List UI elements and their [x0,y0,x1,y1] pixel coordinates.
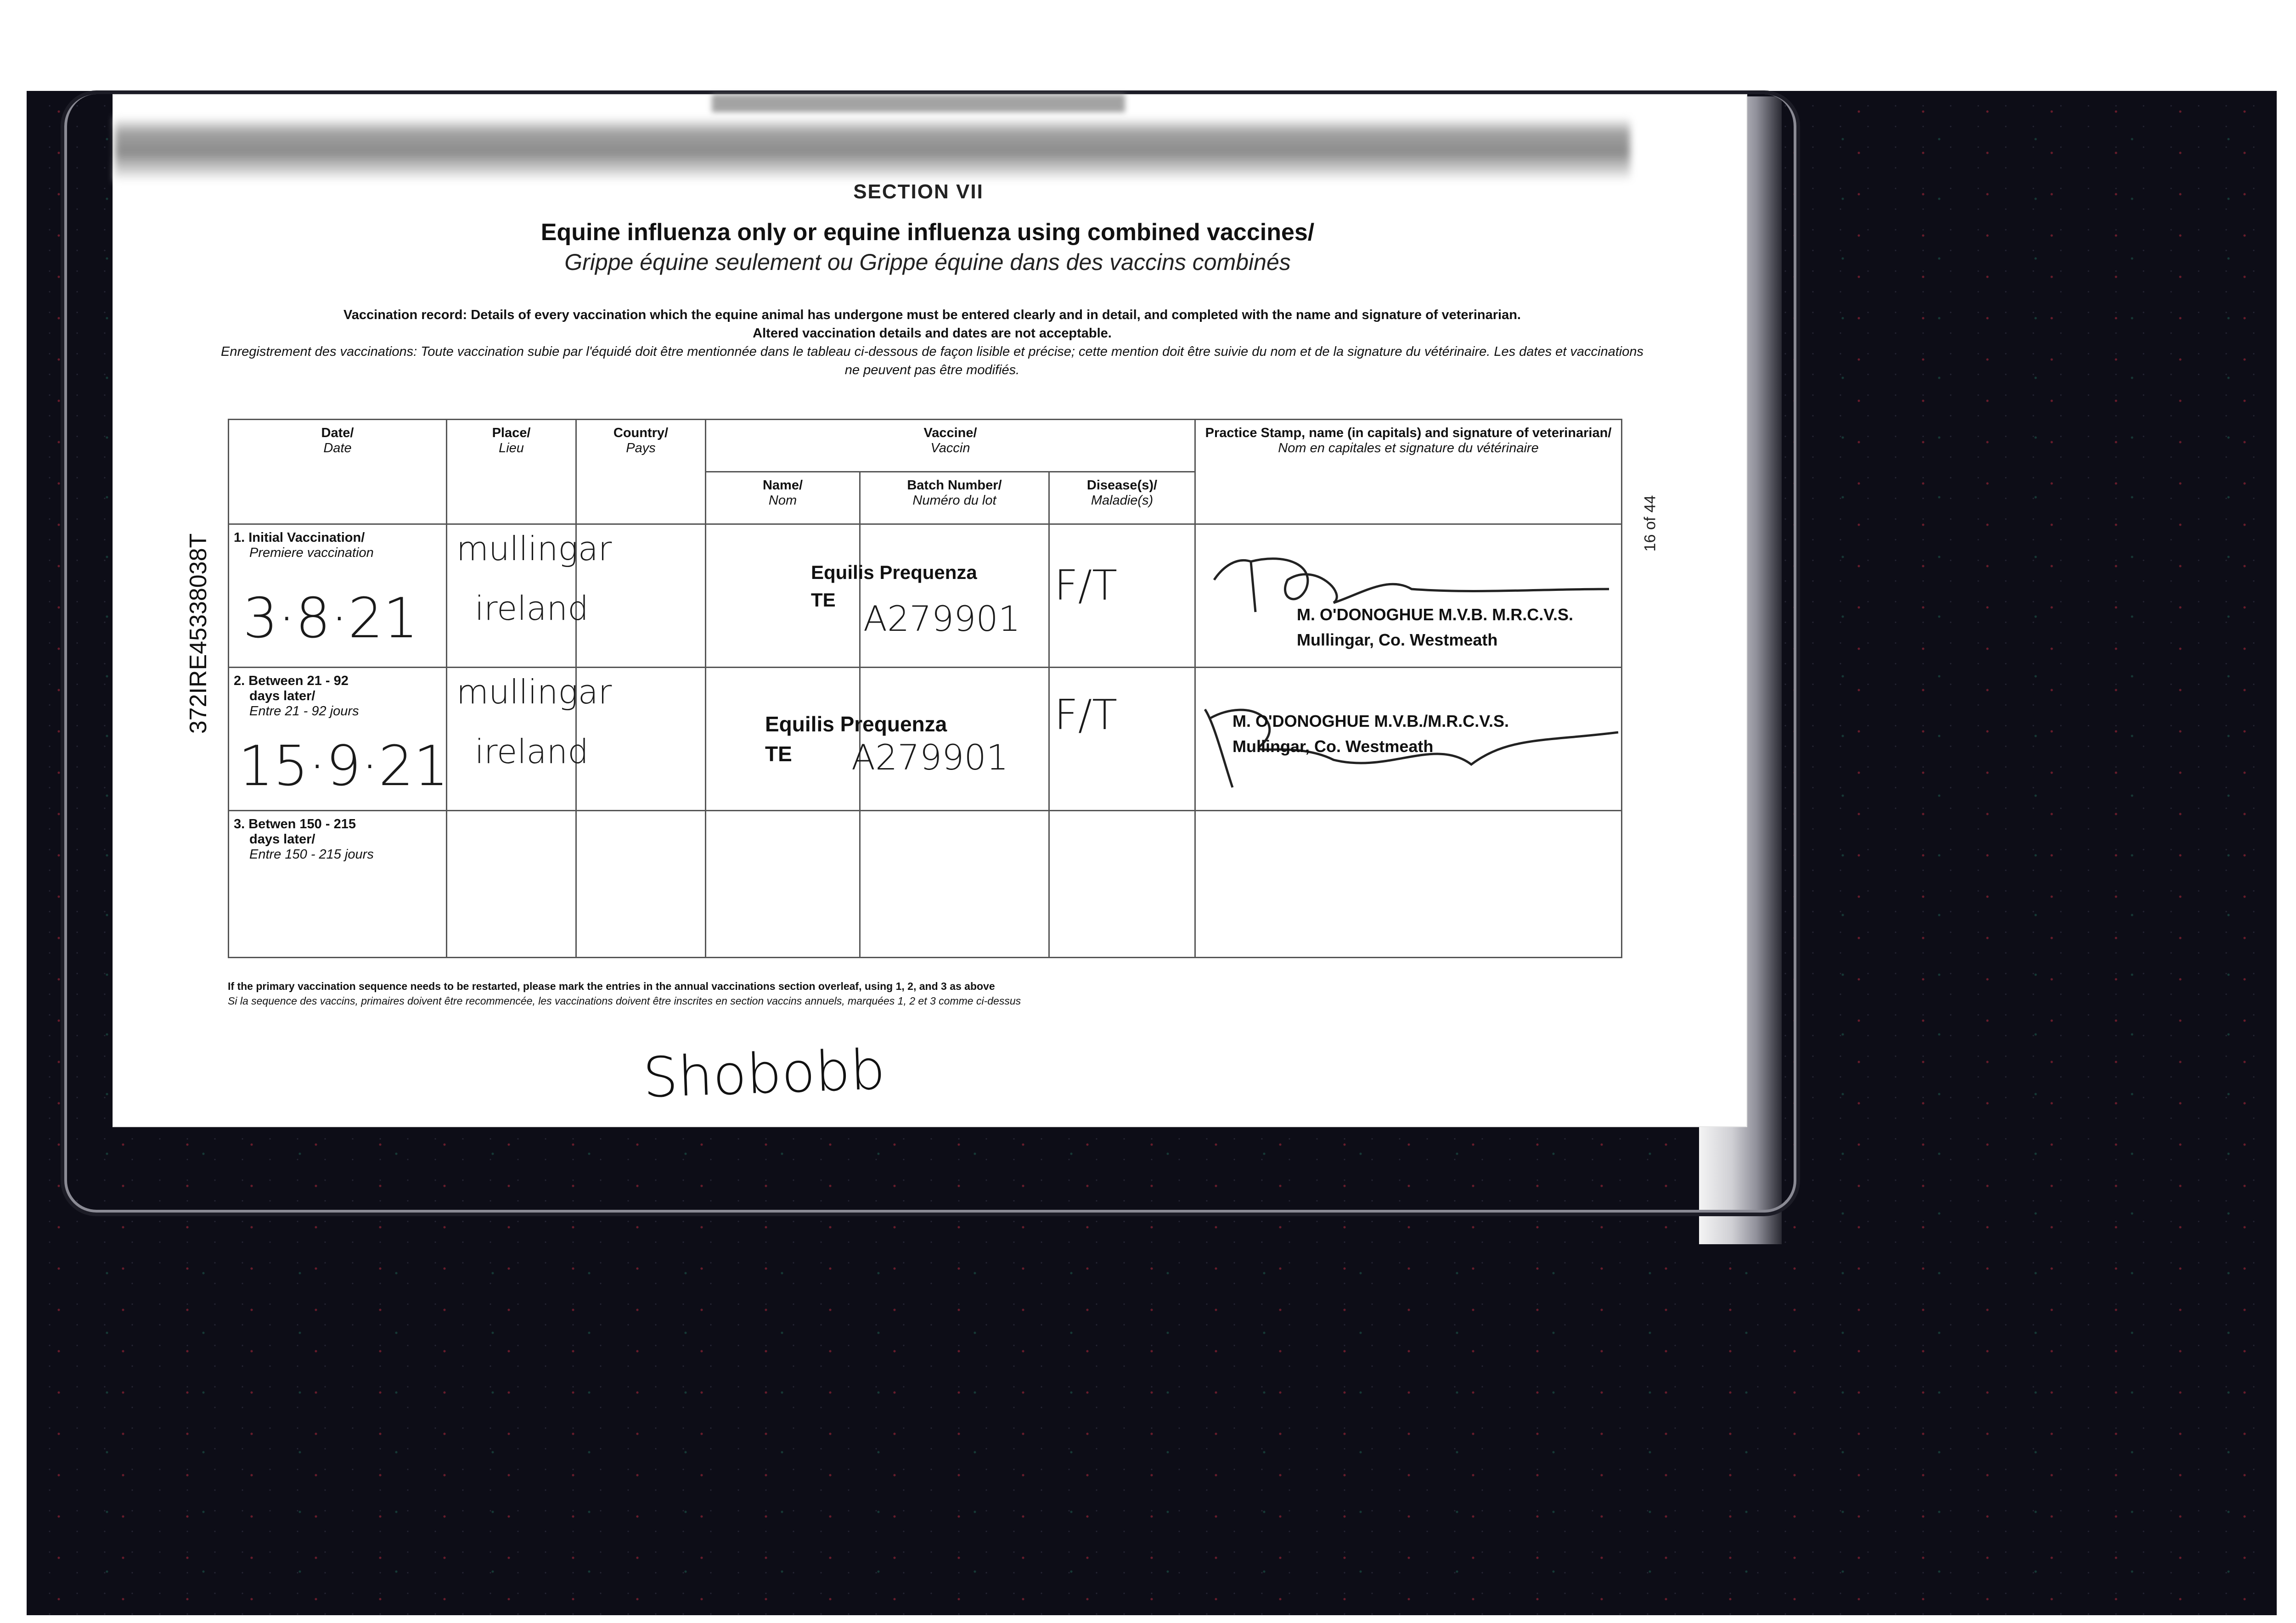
header-batch-number: Batch Number/ Numéro du lot [860,472,1049,524]
row-3-place [447,811,576,958]
row-2-date: 2. Between 21 - 92 days later/ Entre 21 - 92 jours 15·9·21 [229,668,447,811]
row-3-vaccine-name [706,811,860,958]
date-handwriting: 15·9·21 [238,735,449,798]
header-disease: Disease(s)/ Maladie(s) [1049,472,1195,524]
footnote [228,979,1605,1008]
page-number: 16 of 44 [1641,495,1659,552]
row-1-disease: F/T [1049,524,1195,668]
page-title-fr: Grippe équine seulement ou Grippe équine dans des vaccins combinés [564,249,1291,275]
instructions-en-2: Altered vaccination details and dates are not acceptable. [753,326,1112,341]
row-2-batch: A279901 [860,668,1049,811]
row-3-batch [860,811,1049,958]
header-date: Date/ Date [229,420,447,524]
header-place: Place/ Lieu [447,420,576,524]
row-1-vaccine-name: Equilis Prequenza TE [706,524,860,668]
footnote-en: If the primary vaccination sequence needs to be restarted, please mark the entries in the annual vaccinations section overleaf, using 1, 2, and 3 as above [228,980,995,992]
header-vaccine: Vaccine/ Vaccin [706,420,1195,472]
table-row [229,524,1622,668]
instructions-en-1: Vaccination record: Details of every vaccination which the equine animal has undergone must be entered clearly and in detail, and completed with the name and signature of veterinarian. [343,308,1521,322]
row-2-country [576,668,706,811]
page-title-en: Equine influenza only or equine influenza using combined vaccines/ [540,219,1315,246]
instructions-fr: Enregistrement des vaccinations: Toute vaccination subie par l'équidé doit être mentionnée dans le tableau ci-dessous de façon lisible et précise; cette mention doit être suivie du nom et de la signature du vétérinaire. Les dates et vaccinations ne peuvent pas être modifiés. [220,344,1643,377]
blurred-top-text [712,94,1125,112]
bottom-handwriting: Shobobb [642,1038,886,1111]
instructions [216,306,1649,379]
table-row [229,811,1622,958]
vaccination-table [228,419,1622,958]
date-handwriting: 3·8·21 [243,587,418,651]
header-country: Country/ Pays [576,420,706,524]
blurred-header-bar [115,117,1630,181]
row-3-country [576,811,706,958]
row-1-place: mullingar ireland [447,524,576,668]
row-1-batch: A279901 [860,524,1049,668]
row-1-stamp: M. O'DONOGHUE M.V.B. M.R.C.V.S. Mullingar, Co. Westmeath [1195,524,1622,668]
row-2-stamp: M. O'DONOGHUE M.V.B./M.R.C.V.S. Mullingar, Co. Westmeath [1195,668,1622,811]
row-2-vaccine-name: Equilis Prequenza TE [706,668,860,811]
row-1-country [576,524,706,668]
footnote-fr: Si la sequence des vaccins, primaires doivent être recommencée, les vaccinations doivent être inscrites en section vaccins annuels, marquées 1, 2 et 3 comme ci-dessus [228,995,1021,1007]
section-title: SECTION VII [853,180,984,203]
row-2-disease: F/T [1049,668,1195,811]
row-1-date: 1. Initial Vaccination/ Premiere vaccination 3·8·21 [229,524,447,668]
header-practice-stamp: Practice Stamp, name (in capitals) and signature of veterinarian/ Nom en capitales et signature du vétérinaire [1195,420,1622,524]
row-3-date: 3. Betwen 150 - 215 days later/ Entre 150 - 215 jours [229,811,447,958]
row-3-disease [1049,811,1195,958]
row-3-stamp [1195,811,1622,958]
header-vaccine-name: Name/ Nom [706,472,860,524]
row-2-place: mullingar ireland [447,668,576,811]
passport-id: 372IRE45338038T [185,533,212,734]
table-row [229,668,1622,811]
